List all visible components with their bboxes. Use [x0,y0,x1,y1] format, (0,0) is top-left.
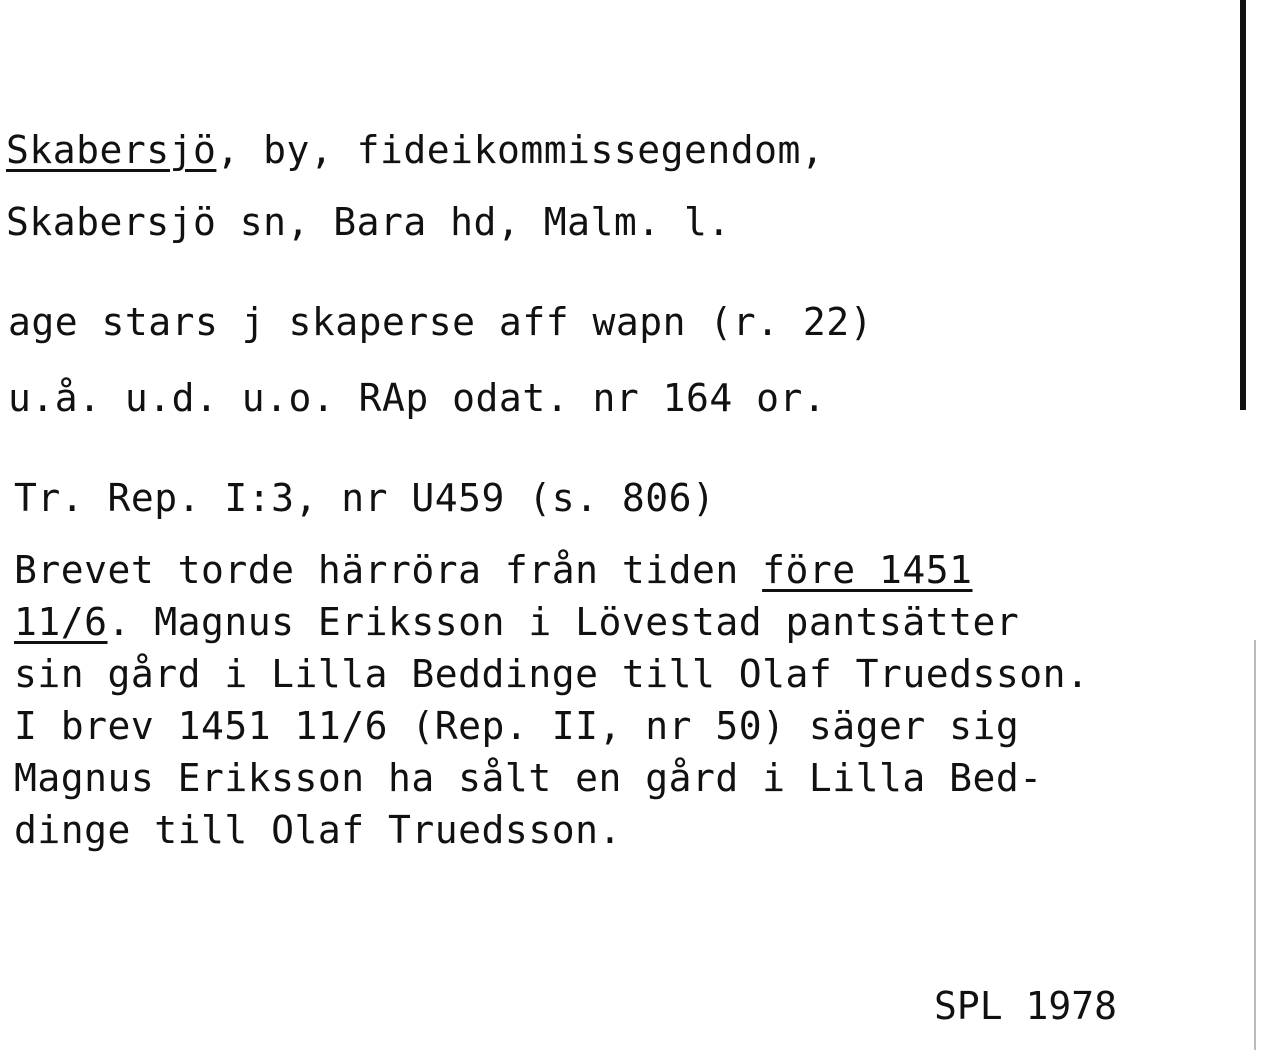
body-line-6: dinge till Olaf Truedsson. [14,808,622,852]
date-underlined: före 1451 [762,548,973,592]
heading-line [6,128,824,172]
reference-line: u.å. u.d. u.o. RAp odat. nr 164 or. [8,376,827,420]
body-line-2 [14,600,1019,644]
signature: SPL 1978 [934,984,1118,1028]
body-line-1-text: Brevet torde härröra från tiden [14,548,763,592]
print-reference-line: Tr. Rep. I:3, nr U459 (s. 806) [14,476,716,520]
location-line: Skabersjö sn, Bara hd, Malm. l. [6,200,731,244]
place-name: Skabersjö [6,128,217,172]
body-line-4: I brev 1451 11/6 (Rep. II, nr 50) säger sig [14,704,1020,748]
heading-rest: , by, fideikommissegendom, [216,128,825,172]
quote-line: age stars j skaperse aff wapn (r. 22) [8,300,873,344]
body-line-2-text: . Magnus Eriksson i Lövestad pantsätter [107,600,1020,644]
card-edge-line [1240,0,1246,410]
date-underlined-2: 11/6 [14,600,108,644]
body-line-1 [14,548,973,592]
body-line-3: sin gård i Lilla Beddinge till Olaf Truedsson. [14,652,1090,696]
body-line-5: Magnus Eriksson ha sålt en gård i Lilla Bed- [14,756,1043,800]
card-edge-line-faint [1254,640,1256,1050]
